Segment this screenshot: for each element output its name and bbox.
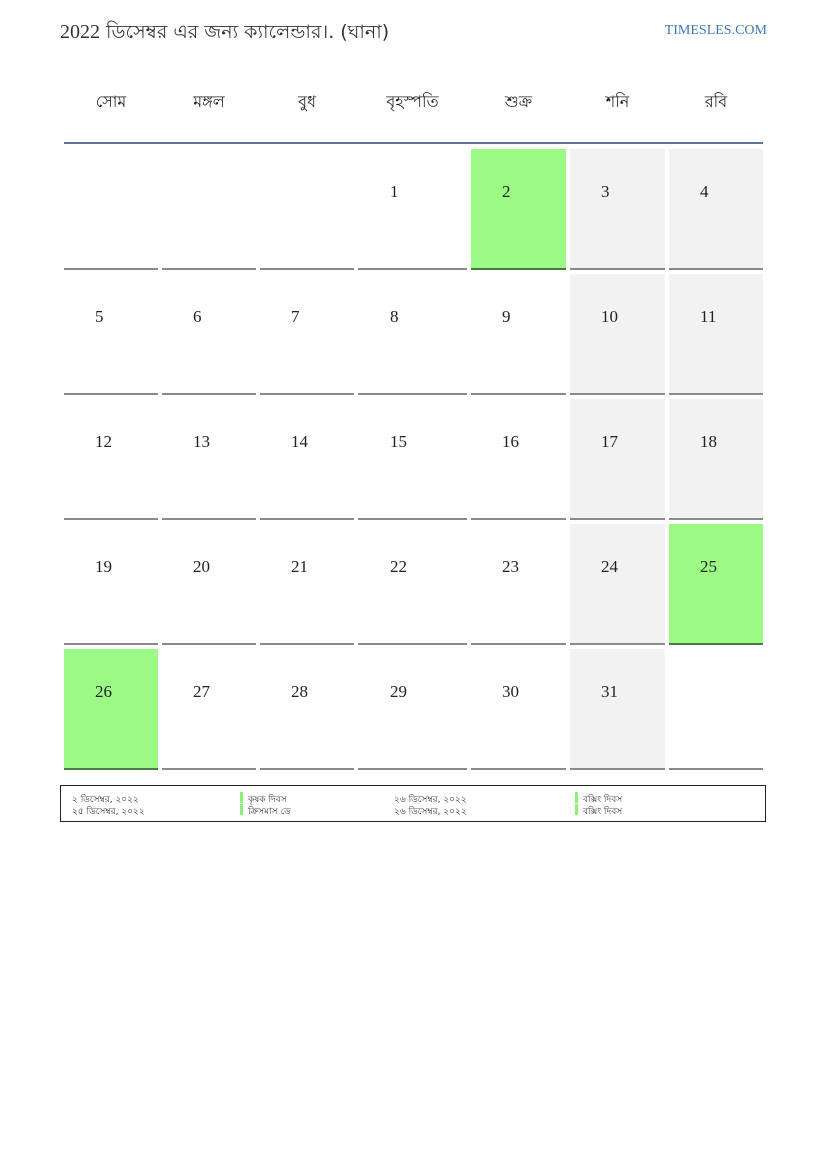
day-number: 27 (193, 682, 210, 701)
day-number: 25 (700, 557, 717, 576)
day-number: 9 (502, 307, 511, 326)
day-cell[interactable] (471, 399, 566, 520)
title-year: 2022 (60, 21, 100, 43)
site-link[interactable]: TIMESLES.COM (664, 23, 767, 38)
day-cell[interactable] (358, 524, 467, 645)
legend-name-2: ক্রিসমাস ডে (248, 807, 291, 817)
day-number: 1 (390, 182, 399, 201)
day-cell[interactable] (64, 149, 158, 270)
day-number: 19 (95, 557, 112, 576)
day-cell[interactable] (570, 274, 665, 395)
day-number: 18 (700, 432, 717, 451)
day-number: 28 (291, 682, 308, 701)
legend-date-2: ২৫ ডিসেম্বর, ২০২২ (72, 807, 145, 817)
title-text: ডিসেম্বর এর জন্য ক্যালেন্ডার।. (ঘানা) (100, 21, 390, 43)
day-number: 20 (193, 557, 210, 576)
day-cell[interactable] (64, 524, 158, 645)
day-number: 30 (502, 682, 519, 701)
day-number: 22 (390, 557, 407, 576)
day-cell[interactable] (471, 274, 566, 395)
day-number: 6 (193, 307, 202, 326)
day-number: 26 (95, 682, 112, 701)
day-cell[interactable] (260, 399, 354, 520)
day-cell[interactable] (162, 399, 256, 520)
day-number: 3 (601, 182, 610, 201)
legend-marker-4 (575, 804, 578, 815)
day-number: 12 (95, 432, 112, 451)
weekday-wed: বুধ (298, 92, 316, 111)
day-cell[interactable] (162, 649, 256, 770)
day-number: 4 (700, 182, 709, 201)
weekday-mon: সোম (95, 92, 127, 111)
holiday-legend (60, 785, 766, 822)
weekday-sun: রবি (704, 92, 728, 111)
day-cell[interactable] (260, 524, 354, 645)
day-number: 24 (601, 557, 618, 576)
day-cell[interactable] (669, 524, 763, 645)
day-cell[interactable] (669, 649, 763, 770)
day-number: 16 (502, 432, 519, 451)
day-number: 21 (291, 557, 308, 576)
day-number: 17 (601, 432, 618, 451)
header-divider (64, 142, 763, 144)
legend-name-1: কৃষক দিবস (248, 795, 287, 805)
day-number: 11 (700, 307, 717, 326)
legend-name-4: বক্সিং দিবস (583, 807, 623, 817)
legend-date-4: ২৬ ডিসেম্বর, ২০২২ (394, 807, 467, 817)
day-number: 15 (390, 432, 407, 451)
day-cell[interactable] (570, 649, 665, 770)
day-cell[interactable] (260, 649, 354, 770)
legend-marker-2 (240, 804, 243, 815)
day-cell[interactable] (570, 524, 665, 645)
day-cell[interactable] (358, 399, 467, 520)
day-number: 5 (95, 307, 104, 326)
day-number: 10 (601, 307, 618, 326)
day-cell[interactable] (471, 649, 566, 770)
weekday-sat: শনি (605, 92, 630, 111)
day-cell[interactable] (570, 149, 665, 270)
weekday-tue: মঙ্গল (193, 92, 225, 111)
day-cell[interactable] (64, 399, 158, 520)
weekday-header-row (64, 80, 763, 124)
day-number: 23 (502, 557, 519, 576)
day-cell[interactable] (358, 274, 467, 395)
day-number: 2 (502, 182, 511, 201)
day-number: 13 (193, 432, 210, 451)
weekday-thu: বৃহস্পতি (386, 92, 439, 111)
legend-marker-1 (240, 792, 243, 803)
day-number: 8 (390, 307, 399, 326)
day-cell[interactable] (471, 524, 566, 645)
legend-marker-3 (575, 792, 578, 803)
day-cell[interactable] (669, 149, 763, 270)
weekday-fri: শুক্র (504, 92, 533, 111)
day-cell[interactable] (162, 274, 256, 395)
day-cell[interactable] (669, 274, 763, 395)
page-title (60, 18, 389, 50)
day-cell[interactable] (358, 149, 467, 270)
day-cell[interactable] (570, 399, 665, 520)
day-cell[interactable] (64, 649, 158, 770)
day-number: 7 (291, 307, 300, 326)
day-cell[interactable] (260, 149, 354, 270)
day-number: 31 (601, 682, 618, 701)
day-cell[interactable] (358, 649, 467, 770)
day-cell[interactable] (471, 149, 566, 270)
legend-name-3: বক্সিং দিবস (583, 795, 623, 805)
legend-date-1: ২ ডিসেম্বর, ২০২২ (72, 795, 139, 805)
day-cell[interactable] (64, 274, 158, 395)
day-cell[interactable] (669, 399, 763, 520)
legend-date-3: ২৬ ডিসেম্বর, ২০২২ (394, 795, 467, 805)
day-number: 14 (291, 432, 308, 451)
day-cell[interactable] (162, 149, 256, 270)
day-cell[interactable] (162, 524, 256, 645)
day-number: 29 (390, 682, 407, 701)
day-cell[interactable] (260, 274, 354, 395)
